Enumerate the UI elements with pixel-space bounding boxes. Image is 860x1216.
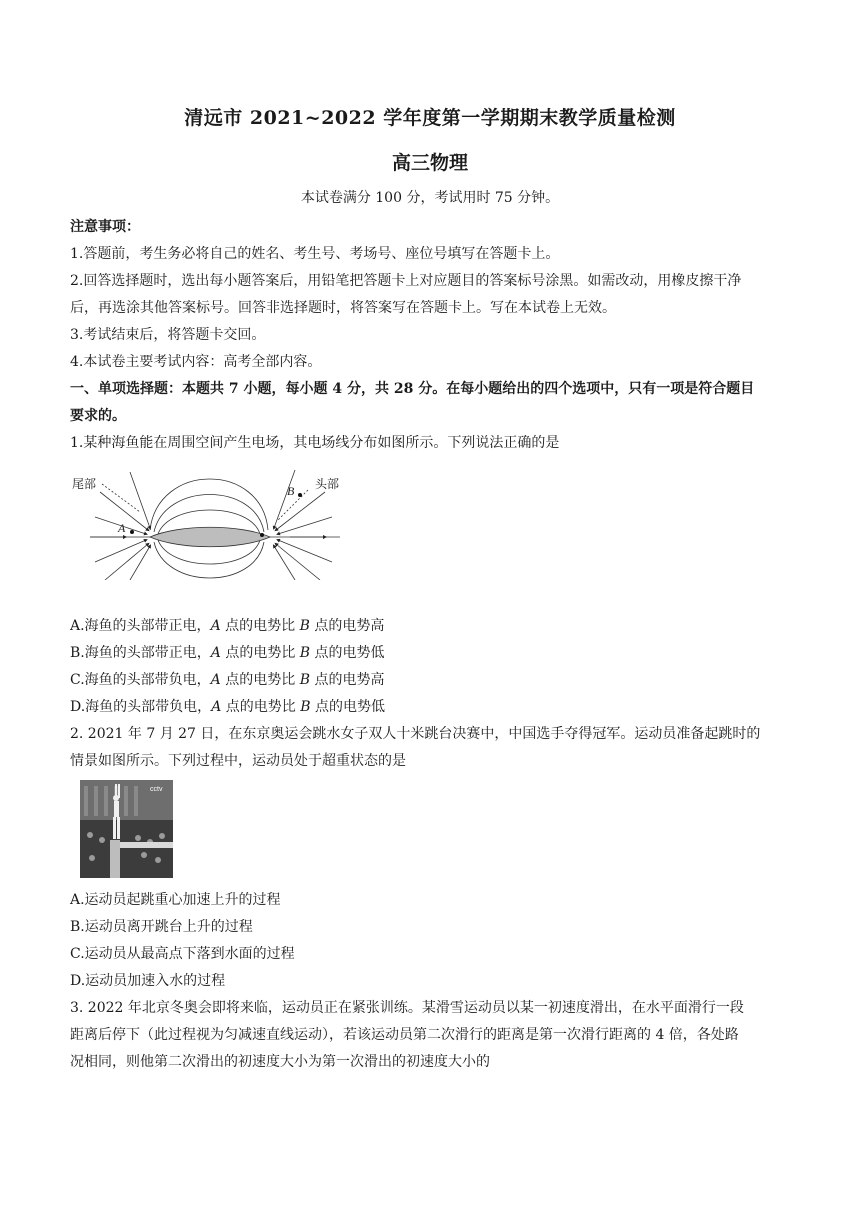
option-text: C.海鱼的头部带负电， [70, 672, 211, 688]
note-item: 1.答题前，考生务必将自己的姓名、考生号、考场号、座位号填写在答题卡上。 [70, 246, 560, 262]
broadcast-logo: cctv [150, 786, 163, 793]
question-3-stem-cont: 况相同，则他第二次滑出的初速度大小为第一次滑出的初速度大小的 [70, 1054, 490, 1070]
q2-option-a: A.运动员起跳重心加速上升的过程 [70, 892, 281, 908]
option-var: A [210, 672, 221, 688]
tail-label: 尾部 [72, 477, 97, 491]
option-text: 点的电势比 [220, 645, 300, 661]
section-heading: 一、单项选择题：本题共 7 小题，每小题 4 分，共 28 分。在每小题给出的四个选项中，只有一项是符合题目 [70, 381, 755, 397]
q1-option-d [70, 694, 794, 721]
question-3-stem: 3. 2022 年北京冬奥会即将来临，运动员正在紧张训练。某滑雪运动员以某一初速度滑出，在水平面滑行一段 [70, 1000, 744, 1016]
q1-option-b [70, 640, 794, 667]
option-var: A [210, 645, 221, 661]
option-text: D.海鱼的头部带负电， [70, 699, 212, 715]
question-1-stem: 1.某种海鱼能在周围空间产生电场，其电场线分布如图所示。下列说法正确的是 [70, 435, 560, 451]
option-text: 点的电势比 [220, 618, 300, 634]
point-a-label: A [118, 521, 126, 535]
section-heading-cont: 要求的。 [70, 408, 126, 424]
option-var: B [299, 618, 310, 634]
option-var: A [211, 699, 222, 715]
notes-heading: 注意事项： [70, 219, 140, 235]
question-2-stem: 2. 2021 年 7 月 27 日，在东京奥运会跳水女子双人十米跳台决赛中，中国选手夺得冠军。运动员准备起跳时的 [70, 726, 761, 742]
diver-photo-graphic [80, 780, 173, 878]
note-item: 3.考试结束后，将答题卡交回。 [70, 327, 266, 343]
option-text: 点的电势低 [310, 699, 385, 715]
question-2-stem-cont: 情景如图所示。下列过程中，运动员处于超重状态的是 [70, 753, 406, 769]
exam-title: 清远市 2021~2022 学年度第一学期期末教学质量检测 [184, 107, 676, 129]
electric-field-diagram [70, 462, 350, 580]
option-text: 点的电势高 [309, 618, 385, 634]
option-text: A.海鱼的头部带正电， [70, 618, 211, 634]
q2-option-c: C.运动员从最高点下落到水面的过程 [70, 946, 295, 962]
option-text: 点的电势比 [220, 672, 300, 688]
option-var: B [300, 699, 311, 715]
option-text: 点的电势高 [310, 672, 385, 688]
fish-body [150, 527, 270, 547]
note-item: 后，再选涂其他答案标号。回答非选择题时，将答案写在答题卡上。写在本试卷上无效。 [70, 300, 616, 316]
option-var: B [299, 672, 310, 688]
option-var: B [299, 645, 311, 661]
q1-option-c [70, 667, 794, 694]
question-3-stem-cont: 距离后停下（此过程视为匀减速直线运动），若该运动员第二次滑行的距离是第一次滑行距离的 4 倍，各处路 [70, 1027, 739, 1043]
exam-subject: 高三物理 [391, 152, 468, 174]
note-item: 4.本试卷主要考试内容：高考全部内容。 [70, 354, 322, 370]
field-lines [90, 470, 340, 580]
point-b-label: B [287, 484, 295, 498]
point-b-dot [298, 493, 302, 497]
option-text: 点的电势比 [221, 699, 301, 715]
q2-option-b: B.运动员离开跳台上升的过程 [70, 919, 253, 935]
option-text: B.海鱼的头部带正电， [70, 645, 211, 661]
head-label: 头部 [315, 477, 340, 491]
diver-photo [80, 780, 173, 878]
fish-head-dot [260, 533, 264, 537]
point-a-dot [130, 530, 134, 534]
option-var: A [210, 618, 221, 634]
exam-info: 本试卷满分 100 分，考试用时 75 分钟。 [300, 190, 560, 206]
q1-option-a [70, 613, 794, 640]
q2-option-d: D.运动员加速入水的过程 [70, 973, 226, 989]
option-text: 点的电势低 [310, 645, 385, 661]
note-item: 2.回答选择题时，选出每小题答案后，用铅笔把答题卡上对应题目的答案标号涂黑。如需改动，用橡皮擦干净 [70, 273, 742, 289]
